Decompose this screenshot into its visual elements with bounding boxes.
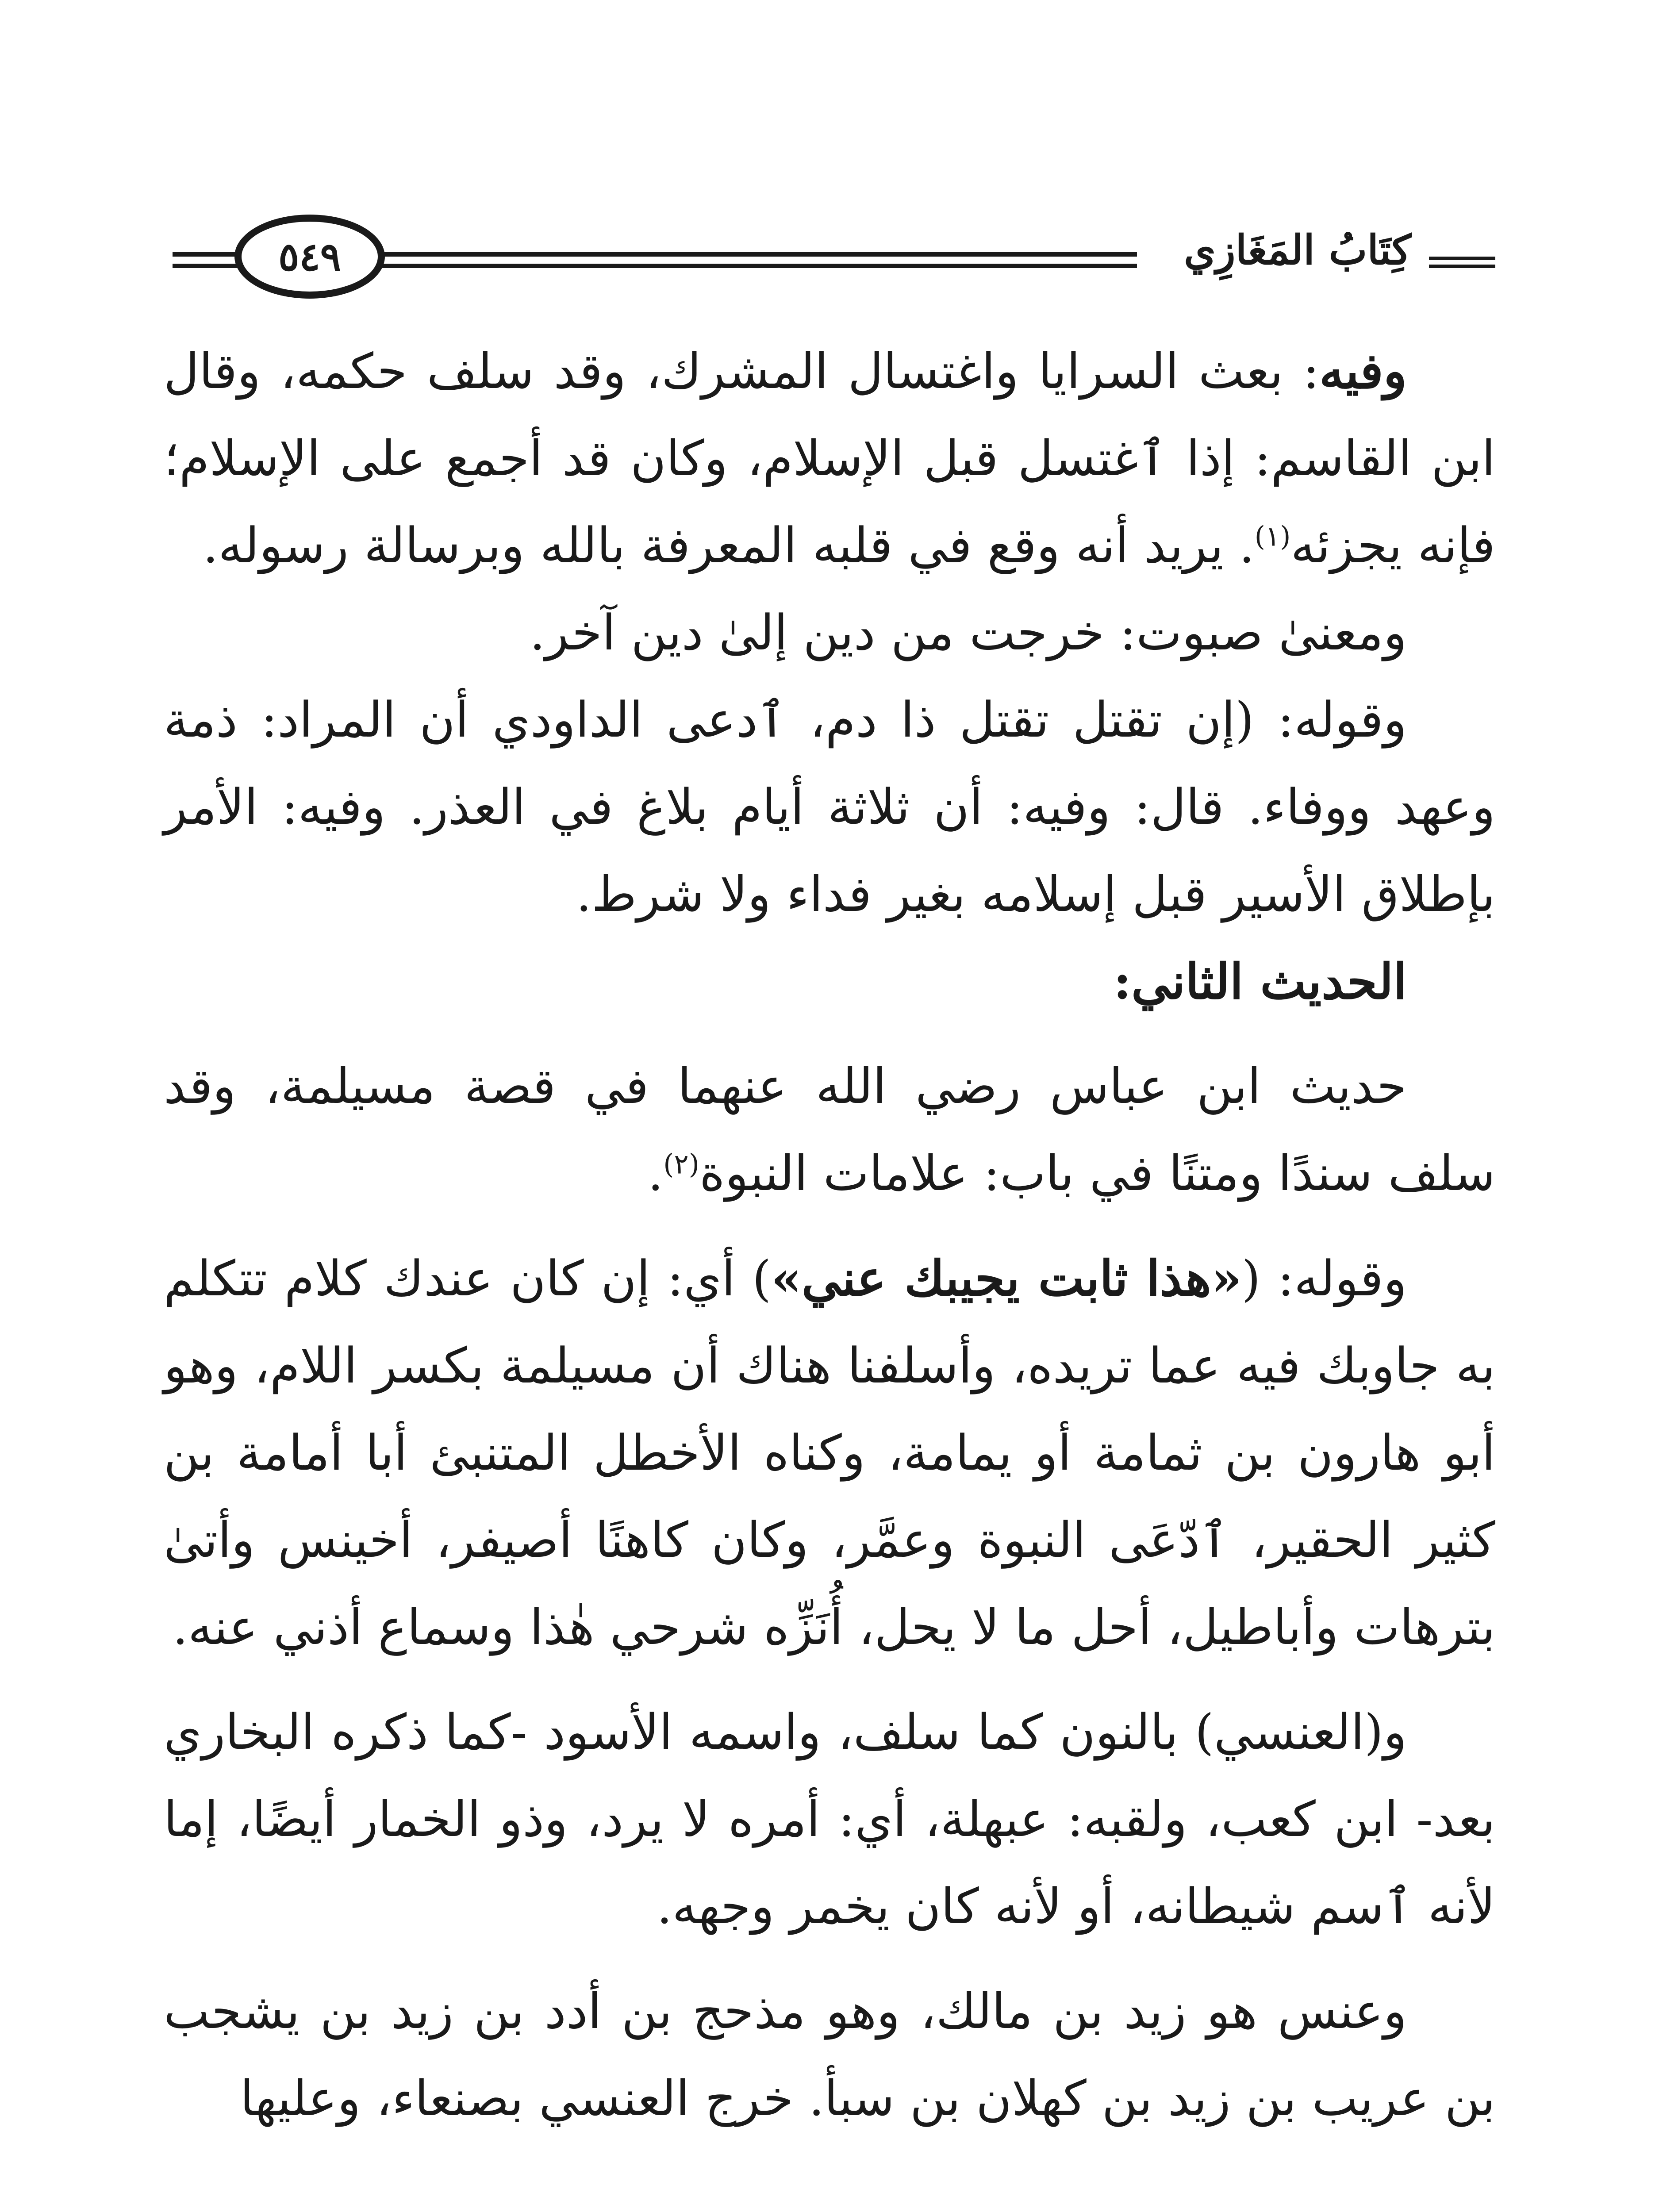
paragraph-1 [164,327,1495,589]
page-number: ٥٤٩ [278,234,341,280]
section-heading: الحديث الثاني: [1113,953,1407,1010]
paragraph-text-end: . يريد أنه وقع في قلبه المعرفة بالله وبرسالة رسوله. [203,517,1255,574]
running-header [173,208,1495,296]
header-rule-middle [380,252,1137,268]
paragraph-text: حديث ابن عباس رضي الله عنهما في قصة مسيلمة، وقد سلف سندًا ومتنًا في باب: علامات النبوة [164,1058,1495,1202]
header-rule-left [173,252,239,268]
paragraph-text-end: . [648,1145,664,1202]
paragraph-3: وقوله: (إن تقتل تقتل ذا دم، ٱدعى الداودي أن المراد: ذمة وعهد ووفاء. قال: وفيه: أن ثلاثة أيام بلاغ في العذر. وفيه: الأمر بإطلاق الأسير قبل إسلامه بغير فداء ولا شرط. [164,691,1495,922]
footnote-ref-2[interactable]: (٢) [663,1148,699,1180]
paragraph-4 [164,1043,1495,1217]
paragraph-7: وعنس هو زيد بن مالك، وهو مذحج بن أدد بن زيد بن يشجب بن عريب بن زيد بن كهلان بن سبأ. خرج العنسي بصنعاء، وعليها [164,1983,1495,2127]
page-number-frame [234,215,385,299]
paragraph-2: ومعنىٰ صبوت: خرجت من دين إلىٰ دين آخر. [530,604,1407,661]
paragraph-6: و(العنسي) بالنون كما سلف، واسمه الأسود -كما ذكره البخاري بعد- ابن كعب، ولقبه: عبهلة، أي: أمره لا يرد، وذو الخمار أيضًا، إما لأنه ٱسم شيطانه، أو لأنه كان يخمر وجهه. [164,1704,1495,1935]
paragraph-text-start: وقوله: ( [1241,1250,1407,1307]
paragraph-text: : بعث السرايا واغتسال المشرك، وقد سلف حكمه، وقال ابن القاسم: إذا ٱغتسل قبل الإسلام، وكان قد أجمع على الإسلام؛ فإنه يجزئه [164,343,1495,574]
header-rule-right [1429,257,1495,268]
paragraph-5 [164,1235,1495,1671]
main-text [164,327,1495,2142]
footnote-ref-1[interactable]: (١) [1254,520,1291,553]
paragraph-lead: وفيه [1319,342,1407,399]
hadith-quote: «هذا ثابت يجيبك عني» [771,1250,1242,1307]
chapter-title: كِتَابُ المَغَازِي [1184,226,1411,274]
paragraph-text: ) أي: إن كان عندك كلام تتكلم به جاوبك فيه عما تريده، وأسلفنا هناك أن مسيلمة بكسر اللام، وهو أبو هارون بن ثمامة أو يمامة، وكناه الأخطل المتنبئ أبا أمامة بن كثير الحقير، ٱدّعَى النبوة وعمَّر، وكان كاهنًا أصيفر، أخينس وأتىٰ بترهات وأباطيل، أحل ما لا يحل، أُنَزِّه شرحي هٰذا وسماع أذني عنه. [164,1250,1495,1655]
